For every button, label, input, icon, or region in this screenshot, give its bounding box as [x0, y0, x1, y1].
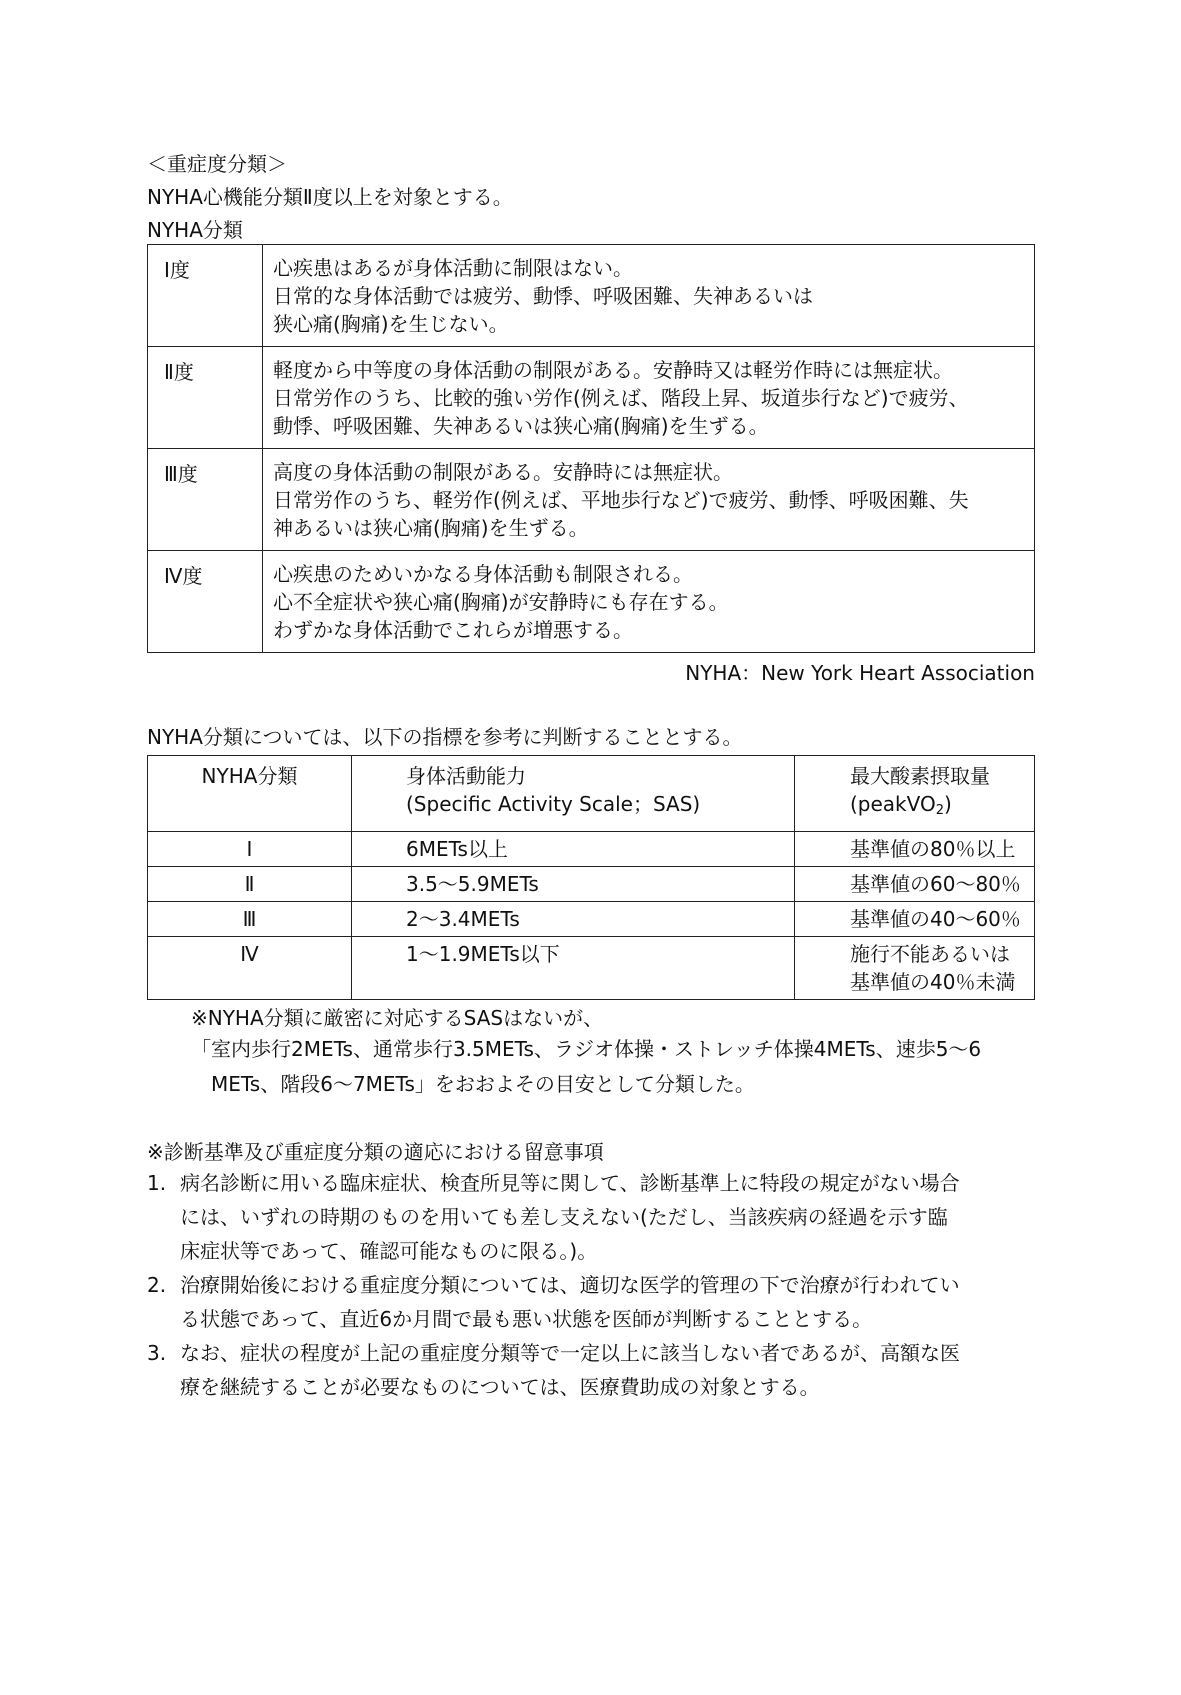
grade-cell: Ⅲ度: [148, 449, 263, 551]
header-sas: [352, 756, 795, 832]
vo2-cell: 基準値の40～60％: [795, 902, 1035, 937]
remark-number: 1.: [147, 1171, 167, 1195]
remark-line: なお、症状の程度が上記の重症度分類等で一定以上に該当しない者であるが、高額な医: [180, 1341, 960, 1365]
remark-line: 治療開始後における重症度分類については、適切な医学的管理の下で治療が行われてい: [180, 1273, 960, 1297]
vo2-cell: 基準値の80％以上: [795, 832, 1035, 867]
description-line: 心疾患のためいかなる身体活動も制限される。: [273, 562, 693, 586]
remark-item: [147, 1336, 1035, 1404]
remark-number: 3.: [147, 1341, 167, 1365]
header-vo2: [795, 756, 1035, 832]
sas-note-2-line1: 「室内歩行2METs、通常歩行3.5METs、ラジオ体操・ストレッチ体操4METs、速歩5～6: [191, 1037, 982, 1061]
table-row: [148, 937, 1035, 1000]
table-row: [148, 551, 1035, 653]
header-vo2-post: ): [944, 792, 952, 816]
remarks-title: ※診断基準及び重症度分類の適応における留意事項: [147, 1140, 604, 1164]
remark-line: 病名診断に用いる臨床症状、検査所見等に関して、診断基準上に特段の規定がない場合: [180, 1171, 960, 1195]
header-vo2-line2: [850, 790, 1034, 825]
description-line: 日常労作のうち、比較的強い労作(例えば、階段上昇、坂道歩行など)で疲労、: [273, 386, 969, 410]
sas-note-2-line2: METs、階段6～7METs」をおおよその目安として分類した。: [211, 1072, 755, 1096]
vo2-line1: 施行不能あるいは: [850, 942, 1010, 966]
nyha-classification-table: [147, 244, 1035, 653]
remark-line: 床症状等であって、確認可能なものに限る。)。: [180, 1239, 598, 1263]
nyha-footnote: NYHA：New York Heart Association: [685, 661, 1035, 685]
nyha-cell: Ⅲ: [148, 902, 352, 937]
header-vo2-line1: 最大酸素摂取量: [850, 764, 990, 788]
header-sas-line1: 身体活動能力: [406, 764, 526, 788]
grade-cell: Ⅳ度: [148, 551, 263, 653]
description-cell: [263, 245, 1035, 347]
description-cell: [263, 449, 1035, 551]
description-line: 心不全症状や狭心痛(胸痛)が安静時にも存在する。: [273, 590, 729, 614]
sas-table: [147, 755, 1035, 1000]
description-line: 軽度から中等度の身体活動の制限がある。安静時又は軽労作時には無症状。: [273, 358, 953, 382]
description-cell: [263, 551, 1035, 653]
grade-cell: Ⅱ度: [148, 347, 263, 449]
vo2-cell: [795, 937, 1035, 1000]
nyha-cell: Ⅳ: [148, 937, 352, 1000]
table-row: [148, 832, 1035, 867]
header-sas-line2: (Specific Activity Scale；SAS): [406, 792, 701, 816]
description-line: 神あるいは狭心痛(胸痛)を生ずる。: [273, 516, 589, 540]
sas-cell: 2～3.4METs: [352, 902, 795, 937]
description-line: 高度の身体活動の制限がある。安静時には無症状。: [273, 460, 733, 484]
vo2-cell: 基準値の60～80％: [795, 867, 1035, 902]
remark-number: 2.: [147, 1273, 167, 1297]
remark-line: る状態であって、直近6か月間で最も悪い状態を医師が判断することとする。: [180, 1307, 873, 1331]
remark-item: [147, 1166, 1035, 1268]
table-row: [148, 245, 1035, 347]
table-row: [148, 449, 1035, 551]
sas-cell: 1～1.9METs以下: [352, 937, 795, 1000]
vo2-line2: 基準値の40％未満: [850, 970, 1016, 994]
description-line: 日常的な身体活動では疲労、動悸、呼吸困難、失神あるいは: [273, 284, 813, 308]
description-line: 狭心痛(胸痛)を生じない。: [273, 312, 509, 336]
nyha-cell: Ⅰ: [148, 832, 352, 867]
description-line: 心疾患はあるが身体活動に制限はない。: [273, 256, 633, 280]
grade-cell: Ⅰ度: [148, 245, 263, 347]
description-line: わずかな身体活動でこれらが増悪する。: [273, 618, 633, 642]
remark-line: には、いずれの時期のものを用いても差し支えない(ただし、当該疾病の経過を示す臨: [180, 1205, 948, 1229]
sas-note-1: ※NYHA分類に厳密に対応するSASはないが、: [191, 1006, 604, 1030]
header-vo2-sub: 2: [935, 803, 944, 818]
table-header-row: [148, 756, 1035, 832]
description-cell: [263, 347, 1035, 449]
description-line: 動悸、呼吸困難、失神あるいは狭心痛(胸痛)を生ずる。: [273, 414, 769, 438]
nyha-cell: Ⅱ: [148, 867, 352, 902]
sas-cell: 3.5～5.9METs: [352, 867, 795, 902]
table-row: [148, 867, 1035, 902]
target-statement: NYHA心機能分類Ⅱ度以上を対象とする。: [147, 185, 513, 209]
section-title: ＜重症度分類＞: [147, 152, 287, 176]
sas-note-2: [191, 1032, 1035, 1102]
description-line: 日常労作のうち、軽労作(例えば、平地歩行など)で疲労、動悸、呼吸困難、失: [273, 488, 969, 512]
header-vo2-pre: (peakVO: [850, 792, 936, 816]
nyha-table-label: NYHA分類: [147, 218, 243, 242]
sas-cell: 6METs以上: [352, 832, 795, 867]
table-row: [148, 902, 1035, 937]
remark-item: [147, 1268, 1035, 1336]
table-row: [148, 347, 1035, 449]
sas-intro: NYHA分類については、以下の指標を参考に判断することとする。: [147, 725, 743, 749]
document-page: [147, 150, 1035, 1404]
remark-line: 療を継続することが必要なものについては、医療費助成の対象とする。: [180, 1375, 820, 1399]
header-nyha: NYHA分類: [148, 756, 352, 832]
